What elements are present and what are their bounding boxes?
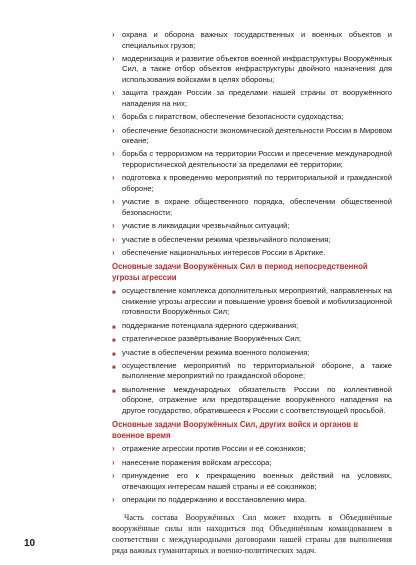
list-item: › охрана и оборона важных государственных и военных объектов и специальных грузов; — [112, 30, 392, 50]
chevron-icon: › — [112, 125, 115, 135]
chevron-icon: › — [112, 247, 115, 257]
list-item: ■ выполнение международных обязательств России по коллективной обороне, отражение или предотвращение вооружённого нападения на другое государство, обратившееся к России с соответствующей просьбой. — [112, 384, 392, 415]
list-item: ■ осуществление комплекса дополнительных мероприятий, направленных на снижение угрозы агрессии и повышение уровня боевой и мобилизационной готовности Вооружённых Сил; — [112, 286, 392, 317]
list-item: › операции по поддержанию и восстановлению мира. — [112, 495, 307, 505]
list-item: › отражение агрессии против России и её союзников; — [112, 444, 306, 454]
chevron-icon: › — [112, 173, 115, 183]
tasks-list-wartime — [112, 444, 392, 505]
square-bullet-icon: ■ — [112, 338, 116, 345]
section-heading-wartime: Основные задачи Вооружённых Сил, других войск и органов в военное время — [112, 420, 359, 440]
tasks-list-threat — [112, 286, 392, 416]
list-item: › принуждение его к прекращению военных действий на условиях, отвечающих интересам нашей страны и её союзников; — [112, 471, 392, 491]
chevron-icon: › — [112, 53, 115, 63]
list-item: › участие в охране общественного порядка, обеспечении общественной безопасности; — [112, 197, 392, 217]
chevron-icon: › — [112, 457, 115, 467]
chevron-icon: › — [112, 197, 115, 207]
list-item: › нанесение поражения войскам агрессора; — [112, 457, 272, 467]
list-item: › борьба с терроризмом на территории России и пресечение международной террористической деятельности за пределами её территории; — [112, 149, 392, 169]
list-item: › борьба с пиратством, обеспечение безопасности судоходства; — [112, 112, 344, 122]
square-bullet-icon: ■ — [112, 364, 116, 371]
chevron-icon: › — [112, 112, 115, 122]
square-bullet-icon: ■ — [112, 388, 116, 395]
chevron-icon: › — [112, 30, 115, 39]
list-item: › обеспечение национальных интересов России в Арктике. — [112, 247, 326, 257]
chevron-icon: › — [112, 471, 115, 481]
chevron-icon: › — [112, 444, 115, 454]
list-item: ■ стратегическое развёртывание Вооружённых Сил; — [112, 334, 392, 345]
chevron-icon: › — [112, 234, 115, 244]
list-item: › участие в обеспечении режима чрезвычайного положения; — [112, 234, 331, 244]
square-bullet-icon: ■ — [112, 324, 116, 331]
section-heading-threat: Основные задачи Вооружённых Сил в период непосредственной угрозы агрессии — [112, 262, 368, 282]
list-item: ■ осуществление мероприятий по территориальной обороне, а также выполнение мероприятий по гражданской обороне; — [112, 360, 392, 381]
square-bullet-icon: ■ — [112, 290, 116, 297]
page-number: 10 — [24, 538, 36, 549]
list-item: ■ участие в обеспечении режима военного положения; — [112, 348, 392, 359]
list-item: › обеспечение безопасности экономической деятельности России в Мировом океане; — [112, 125, 392, 146]
tasks-list-peacetime — [112, 30, 392, 258]
list-item: › защита граждан России за пределами нашей страны от вооружённого нападения на них; — [112, 88, 392, 108]
chevron-icon: › — [112, 495, 115, 505]
square-bullet-icon: ■ — [112, 351, 116, 358]
list-item: › модернизация и развитие объектов военной инфраструктуры Вооружённых Сил, а также отбор объектов инфраструктуры двойного назначения для использования войсками в целях обороны; — [112, 53, 392, 84]
chevron-icon: › — [112, 88, 115, 98]
body-paragraph: Часть состава Вооружённых Сил может входить в Объединённые вооружённые силы или находиться под Объединённым командованием в соответствии с международными договорами нашей страны для выполнения ряда важных гуманитарных и военно-политических задач. — [112, 512, 392, 556]
list-item: › подготовка к проведению мероприятий по территориальной и гражданской обороне; — [112, 173, 392, 193]
page-content — [112, 30, 392, 565]
list-item: ■ поддержание потенциала ядерного сдерживания; — [112, 321, 392, 332]
chevron-icon: › — [112, 221, 115, 231]
chevron-icon: › — [112, 149, 115, 159]
list-item: › участие в ликвидации чрезвычайных ситуаций; — [112, 221, 290, 231]
